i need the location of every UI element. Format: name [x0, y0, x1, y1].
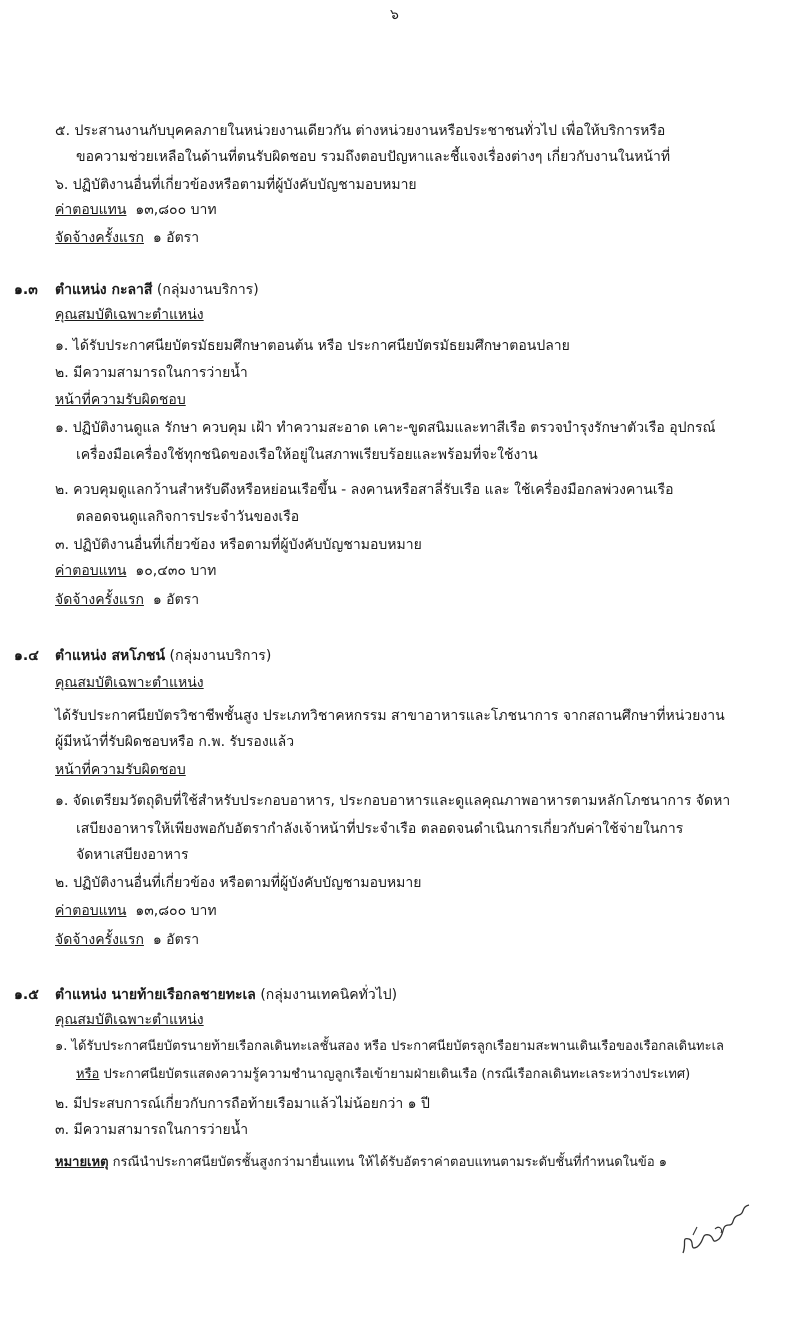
duty-label: หน้าที่ความรับผิดชอบ	[55, 392, 186, 408]
duty-item: ขอความช่วยเหลือในด้านที่ตนรับผิดชอบ รวมถึงตอบปัญหาและชี้แจงเรื่องต่างๆ เกี่ยวกับงานในหน้าที่	[76, 149, 671, 165]
position-title: ตำแหน่ง กะลาสี	[55, 282, 153, 298]
duty-item: ๒. ควบคุมดูแลกว้านสำหรับดึงหรือหย่อนเรือขึ้น - ลงคานหรือสาลี่รับเรือ และ ใช้เครื่องมือกลพ่วงคานเรือ	[55, 482, 674, 498]
hire-label: จัดจ้างครั้งแรก	[55, 592, 144, 608]
duty-item: เสบียงอาหารให้เพียงพอกับอัตรากำลังเจ้าหน้าที่ประจำเรือ ตลอดจนดำเนินการเกี่ยวกับค่าใช้จ่ายในการ	[76, 821, 684, 837]
pay-value: ๑๐,๔๓๐ บาท	[135, 563, 217, 579]
hire-row	[55, 590, 199, 610]
qual-item: ๓. มีความสามารถในการว่ายน้ำ	[55, 1122, 249, 1138]
duty-item: ตลอดจนดูแลกิจการประจำวันของเรือ	[76, 509, 300, 525]
page-number: ๖	[390, 7, 399, 23]
section-heading	[55, 985, 397, 1005]
pay-label: ค่าตอบแทน	[55, 903, 127, 919]
position-group: (กลุ่มงานบริการ)	[156, 282, 259, 298]
section-number: ๑.๓	[14, 282, 38, 298]
hire-row	[55, 930, 199, 950]
duty-item: เครื่องมือเครื่องใช้ทุกชนิดของเรือให้อยู่ในสภาพเรียบร้อยและพร้อมที่จะใช้งาน	[76, 447, 538, 463]
section-number: ๑.๕	[14, 987, 39, 1003]
note	[55, 1153, 667, 1173]
qual-item: ๒. มีประสบการณ์เกี่ยวกับการถือท้ายเรือมาแล้วไม่น้อยกว่า ๑ ปี	[55, 1096, 430, 1112]
qual-item: ผู้มีหน้าที่รับผิดชอบหรือ ก.พ. รับรองแล้ว	[55, 734, 295, 750]
duty-label: หน้าที่ความรับผิดชอบ	[55, 762, 186, 778]
duty-item: ๕. ประสานงานกับบุคคลภายในหน่วยงานเดียวกัน ต่างหน่วยงานหรือประชาชนทั่วไป เพื่อให้บริการหรือ	[55, 123, 666, 139]
qual-label: คุณสมบัติเฉพาะตำแหน่ง	[55, 675, 204, 691]
pay-value: ๑๓,๘๐๐ บาท	[135, 903, 217, 919]
qual-item: ได้รับประกาศนียบัตรวิชาชีพชั้นสูง ประเภทวิชาคหกรรม สาขาอาหารและโภชนาการ จากสถานศึกษาที่หน่วยงาน	[55, 708, 725, 724]
duty-item: ๑. ปฏิบัติงานดูแล รักษา ควบคุม เฝ้า ทำความสะอาด เคาะ-ขูดสนิมและทาสีเรือ ตรวจบำรุงรักษาตัวเรือ อุปกรณ์	[55, 420, 716, 436]
pay-row	[55, 901, 217, 921]
qual-item: ๒. มีความสามารถในการว่ายน้ำ	[55, 365, 248, 381]
qual-label: คุณสมบัติเฉพาะตำแหน่ง	[55, 307, 204, 323]
duty-item: ๑. จัดเตรียมวัตถุดิบที่ใช้สำหรับประกอบอาหาร, ประกอบอาหารและดูแลคุณภาพอาหารตามหลักโภชนาการ จัดหา	[55, 793, 731, 809]
position-title: ตำแหน่ง นายท้ายเรือกลชายทะเล	[55, 987, 256, 1003]
duty-item: ๒. ปฏิบัติงานอื่นที่เกี่ยวข้อง หรือตามที่ผู้บังคับบัญชามอบหมาย	[55, 875, 422, 891]
hire-value: ๑ อัตรา	[152, 230, 200, 246]
handwritten-signature	[675, 1195, 755, 1265]
hire-value: ๑ อัตรา	[152, 932, 200, 948]
note-label: หมายเหตุ	[55, 1155, 109, 1170]
section-heading	[55, 280, 259, 300]
position-group: (กลุ่มงานบริการ)	[169, 648, 272, 664]
section-heading	[55, 646, 271, 666]
position-title: ตำแหน่ง สหโภชน์	[55, 648, 166, 664]
qual-label: คุณสมบัติเฉพาะตำแหน่ง	[55, 1012, 204, 1028]
duty-item: ๓. ปฏิบัติงานอื่นที่เกี่ยวข้อง หรือตามที่ผู้บังคับบัญชามอบหมาย	[55, 537, 422, 553]
qual-text: ประกาศนียบัตรแสดงความรู้ความชำนาญลูกเรือเข้ายามฝ่ายเดินเรือ (กรณีเรือกลเดินทะเลระหว่างประเทศ)	[103, 1067, 691, 1082]
or-label: หรือ	[76, 1067, 100, 1082]
pay-label: ค่าตอบแทน	[55, 563, 127, 579]
section-number: ๑.๔	[14, 648, 39, 664]
qual-item: ๑. ได้รับประกาศนียบัตรมัธยมศึกษาตอนต้น หรือ ประกาศนียบัตรมัธยมศึกษาตอนปลาย	[55, 338, 570, 354]
duty-item: ๖. ปฏิบัติงานอื่นที่เกี่ยวข้องหรือตามที่ผู้บังคับบัญชามอบหมาย	[55, 177, 417, 193]
duty-item: จัดหาเสบียงอาหาร	[76, 847, 189, 863]
hire-label: จัดจ้างครั้งแรก	[55, 932, 144, 948]
hire-value: ๑ อัตรา	[152, 592, 200, 608]
hire-row	[55, 228, 199, 248]
pay-row	[55, 561, 216, 581]
qual-item	[76, 1065, 690, 1085]
position-group: (กลุ่มงานเทคนิคทั่วไป)	[260, 987, 398, 1003]
note-text: กรณีนำประกาศนียบัตรชั้นสูงกว่ามายื่นแทน ให้ได้รับอัตราค่าตอบแทนตามระดับชั้นที่กำหนดในข้อ ๑	[112, 1155, 668, 1170]
hire-label: จัดจ้างครั้งแรก	[55, 230, 144, 246]
pay-label: ค่าตอบแทน	[55, 202, 127, 218]
pay-row	[55, 200, 217, 220]
qual-item: ๑. ได้รับประกาศนียบัตรนายท้ายเรือกลเดินทะเลชั้นสอง หรือ ประกาศนียบัตรลูกเรือยามสะพานเดินเรือของเรือกลเดินทะเล	[55, 1039, 724, 1054]
pay-value: ๑๓,๘๐๐ บาท	[135, 202, 217, 218]
